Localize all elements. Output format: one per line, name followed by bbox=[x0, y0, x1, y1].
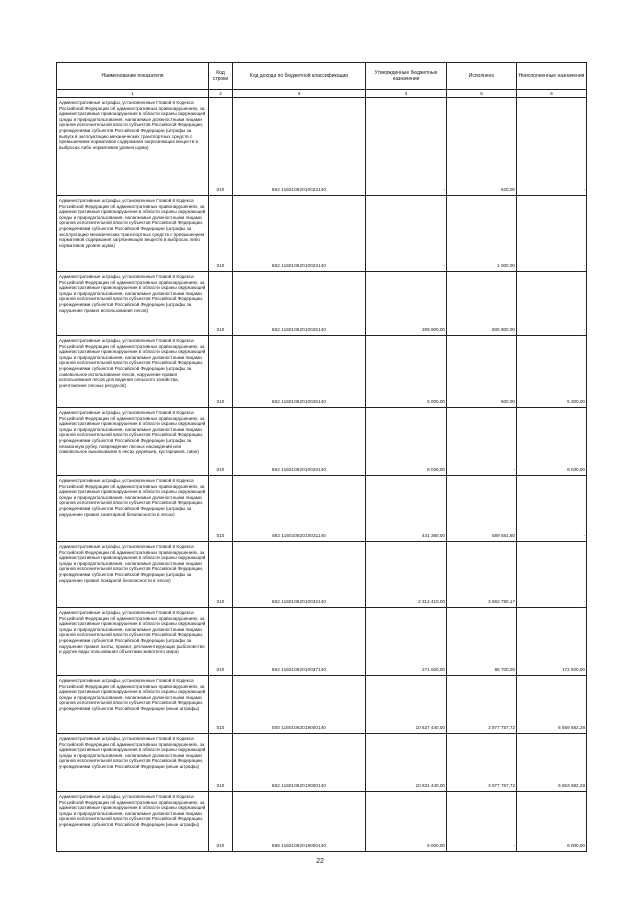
row-approved: 10 637 440,00 bbox=[366, 676, 447, 734]
column-number: 6 bbox=[517, 90, 587, 98]
table-row bbox=[57, 476, 587, 542]
row-bk-code: 000 11601082019000140 bbox=[233, 676, 366, 734]
row-bk-code: 862 11601082010028140 bbox=[233, 408, 366, 476]
row-executed: - bbox=[447, 408, 517, 476]
row-remaining: 172 920,00 bbox=[517, 608, 587, 676]
row-remaining: 6 659 682,28 bbox=[517, 676, 587, 734]
header-line-code: Код строки bbox=[209, 63, 233, 90]
row-executed: 620,00 bbox=[447, 98, 517, 196]
row-name: Административные штрафы, установленные Главой 8 Кодекса Российской Федерации об административных правонарушениях, за административные правонарушения в области охраны окружающей среды и природопользования, налагаемые должностными лицами органов исполнительной власти субъектов Российской Федерации, учреждениями субъектов Российской Федерации (штрафы за выпуск в эксплуатацию механических транспортных средств с превышением нормативов содержания загрязняющих веществ в выбросах либо нормативов уровня шума) bbox=[57, 98, 209, 196]
revenue-table bbox=[56, 62, 587, 852]
row-code: 010 bbox=[209, 272, 233, 336]
row-approved: 8 030,00 bbox=[366, 408, 447, 476]
row-approved: 2 312 410,00 bbox=[366, 542, 447, 608]
row-approved: 10 631 440,00 bbox=[366, 734, 447, 792]
row-bk-code: 988 11601082019000140 bbox=[233, 792, 366, 852]
row-remaining: - bbox=[517, 98, 587, 196]
table-row bbox=[57, 608, 587, 676]
row-remaining: 6 653 682,28 bbox=[517, 734, 587, 792]
budget-execution-sheet bbox=[56, 62, 586, 852]
row-bk-code: 862 11601082010032140 bbox=[233, 542, 366, 608]
table-row bbox=[57, 196, 587, 272]
row-bk-code: 862 11601082019000140 bbox=[233, 734, 366, 792]
row-executed: 3 562 780,17 bbox=[447, 542, 517, 608]
table-row bbox=[57, 734, 587, 792]
row-name: Административные штрафы, установленные Главой 8 Кодекса Российской Федерации об административных правонарушениях, за административные правонарушения в области охраны окружающей среды и природопользования, налагаемые должностными лицами органов исполнительной власти субъектов Российской Федерации, учреждениями субъектов Российской Федерации (штрафы за нарушение правил охоты, правил, регламентирующих рыболовство и другие виды пользования объектами животного мира) bbox=[57, 608, 209, 676]
row-bk-code: 862 11601082010026140 bbox=[233, 336, 366, 408]
row-approved: 5 000,00 bbox=[366, 336, 447, 408]
column-number: 3 bbox=[233, 90, 366, 98]
table-row bbox=[57, 542, 587, 608]
row-executed: 605 900,00 bbox=[447, 272, 517, 336]
row-name: Административные штрафы, установленные Главой 8 Кодекса Российской Федерации об административных правонарушениях, за административные правонарушения в области охраны окружающей среды и природопользования, налагаемые должностными лицами органов исполнительной власти субъектов Российской Федерации, учреждениями субъектов Российской Федерации (штрафы за эксплуатацию механических транспортных средств с превышением нормативов содержания загрязняющих веществ в выбросах либо нормативов уровня шума) bbox=[57, 196, 209, 272]
row-executed: 589 581,80 bbox=[447, 476, 517, 542]
row-remaining: - bbox=[517, 542, 587, 608]
header-remaining: Неисполненные назначения bbox=[517, 63, 587, 90]
row-executed: 3 977 757,72 bbox=[447, 676, 517, 734]
header-indicator-name: Наименование показателя bbox=[57, 63, 209, 90]
column-number: 4 bbox=[366, 90, 447, 98]
row-code: 010 bbox=[209, 476, 233, 542]
row-approved: - bbox=[366, 196, 447, 272]
row-remaining: 6 000,00 bbox=[517, 792, 587, 852]
column-number: 2 bbox=[209, 90, 233, 98]
row-approved: - bbox=[366, 98, 447, 196]
row-remaining: - bbox=[517, 476, 587, 542]
row-remaining: 5 300,00 bbox=[517, 336, 587, 408]
row-name: Административные штрафы, установленные Главой 8 Кодекса Российской Федерации об административных правонарушениях, за административные правонарушения в области охраны окружающей среды и природопользования, налагаемые должностными лицами органов исполнительной власти субъектов Российской Федерации, учреждениями субъектов Российской Федерации (штрафы за нарушение правил использования лесов) bbox=[57, 272, 209, 336]
table-row bbox=[57, 272, 587, 336]
row-code: 010 bbox=[209, 98, 233, 196]
column-number: 5 bbox=[447, 90, 517, 98]
row-approved: 271 620,00 bbox=[366, 608, 447, 676]
table-header-row bbox=[57, 63, 587, 90]
row-remaining: - bbox=[517, 272, 587, 336]
table-row bbox=[57, 336, 587, 408]
row-bk-code: 862 11601082010022140 bbox=[233, 98, 366, 196]
row-code: 010 bbox=[209, 734, 233, 792]
row-bk-code: 862 11601082010031140 bbox=[233, 476, 366, 542]
row-name: Административные штрафы, установленные Главой 8 Кодекса Российской Федерации об административных правонарушениях, за административные правонарушения в области охраны окружающей среды и природопользования, налагаемые должностными лицами органов исполнительной власти субъектов Российской Федерации, учреждениями субъектов Российской Федерации (штрафы за самовольное использование лесов, нарушение правил использования лесов для ведения сельского хозяйства, уничтожение лесных ресурсов) bbox=[57, 336, 209, 408]
header-executed: Исполнено bbox=[447, 63, 517, 90]
row-executed: 3 977 757,72 bbox=[447, 734, 517, 792]
row-approved: 6 000,00 bbox=[366, 792, 447, 852]
row-remaining: - bbox=[517, 196, 587, 272]
row-code: 010 bbox=[209, 676, 233, 734]
row-approved: 441 380,00 bbox=[366, 476, 447, 542]
page-number: 22 bbox=[316, 858, 324, 865]
row-executed: 500,00 bbox=[447, 336, 517, 408]
row-executed: - bbox=[447, 792, 517, 852]
row-code: 010 bbox=[209, 336, 233, 408]
table-row bbox=[57, 792, 587, 852]
row-code: 010 bbox=[209, 542, 233, 608]
row-code: 010 bbox=[209, 408, 233, 476]
table-row bbox=[57, 408, 587, 476]
row-name: Административные штрафы, установленные Главой 8 Кодекса Российской Федерации об административных правонарушениях, за административные правонарушения в области охраны окружающей среды и природопользования, налагаемые должностными лицами органов исполнительной власти субъектов Российской Федерации, учреждениями субъектов Российской Федерации (иные штрафы) bbox=[57, 734, 209, 792]
row-remaining: 8 030,00 bbox=[517, 408, 587, 476]
row-bk-code: 862 11601082010023140 bbox=[233, 196, 366, 272]
row-code: 010 bbox=[209, 608, 233, 676]
row-code: 010 bbox=[209, 196, 233, 272]
row-name: Административные штрафы, установленные Главой 8 Кодекса Российской Федерации об административных правонарушениях, за административные правонарушения в области охраны окружающей среды и природопользования, налагаемые должностными лицами органов исполнительной власти субъектов Российской Федерации, учреждениями субъектов Российской Федерации (иные штрафы) bbox=[57, 792, 209, 852]
row-name: Административные штрафы, установленные Главой 8 Кодекса Российской Федерации об административных правонарушениях, за административные правонарушения в области охраны окружающей среды и природопользования, налагаемые должностными лицами органов исполнительной власти субъектов Российской Федерации, учреждениями субъектов Российской Федерации (штрафы за нарушение правил санитарной безопасности в лесах) bbox=[57, 476, 209, 542]
row-name: Административные штрафы, установленные Главой 8 Кодекса Российской Федерации об административных правонарушениях, за административные правонарушения в области охраны окружающей среды и природопользования, налагаемые должностными лицами органов исполнительной власти субъектов Российской Федерации, учреждениями субъектов Российской Федерации (штрафы за нарушение правил пожарной безопасности в лесах) bbox=[57, 542, 209, 608]
row-approved: 299 900,00 bbox=[366, 272, 447, 336]
column-number-row bbox=[57, 90, 587, 98]
header-budget-class-code: Код дохода по бюджетной классификации bbox=[233, 63, 366, 90]
row-code: 010 bbox=[209, 792, 233, 852]
row-name: Административные штрафы, установленные Главой 8 Кодекса Российской Федерации об административных правонарушениях, за административные правонарушения в области охраны окружающей среды и природопользования, налагаемые должностными лицами органов исполнительной власти субъектов Российской Федерации, учреждениями субъектов Российской Федерации (штрафы за незаконную рубку, повреждение лесных насаждений или самовольное выкапывание в лесах деревьев, кустарников, лиан) bbox=[57, 408, 209, 476]
header-approved: Утвержденные бюджетные назначения bbox=[366, 63, 447, 90]
column-number: 1 bbox=[57, 90, 209, 98]
row-executed: 1 000,00 bbox=[447, 196, 517, 272]
table-row bbox=[57, 98, 587, 196]
row-name: Административные штрафы, установленные Главой 8 Кодекса Российской Федерации об административных правонарушениях, за административные правонарушения в области охраны окружающей среды и природопользования, налагаемые должностными лицами органов исполнительной власти субъектов Российской Федерации, учреждениями субъектов Российской Федерации (иные штрафы) bbox=[57, 676, 209, 734]
row-executed: 95 700,00 bbox=[447, 608, 517, 676]
table-row bbox=[57, 676, 587, 734]
row-bk-code: 862 11601082010025140 bbox=[233, 272, 366, 336]
row-bk-code: 862 11601082010037140 bbox=[233, 608, 366, 676]
